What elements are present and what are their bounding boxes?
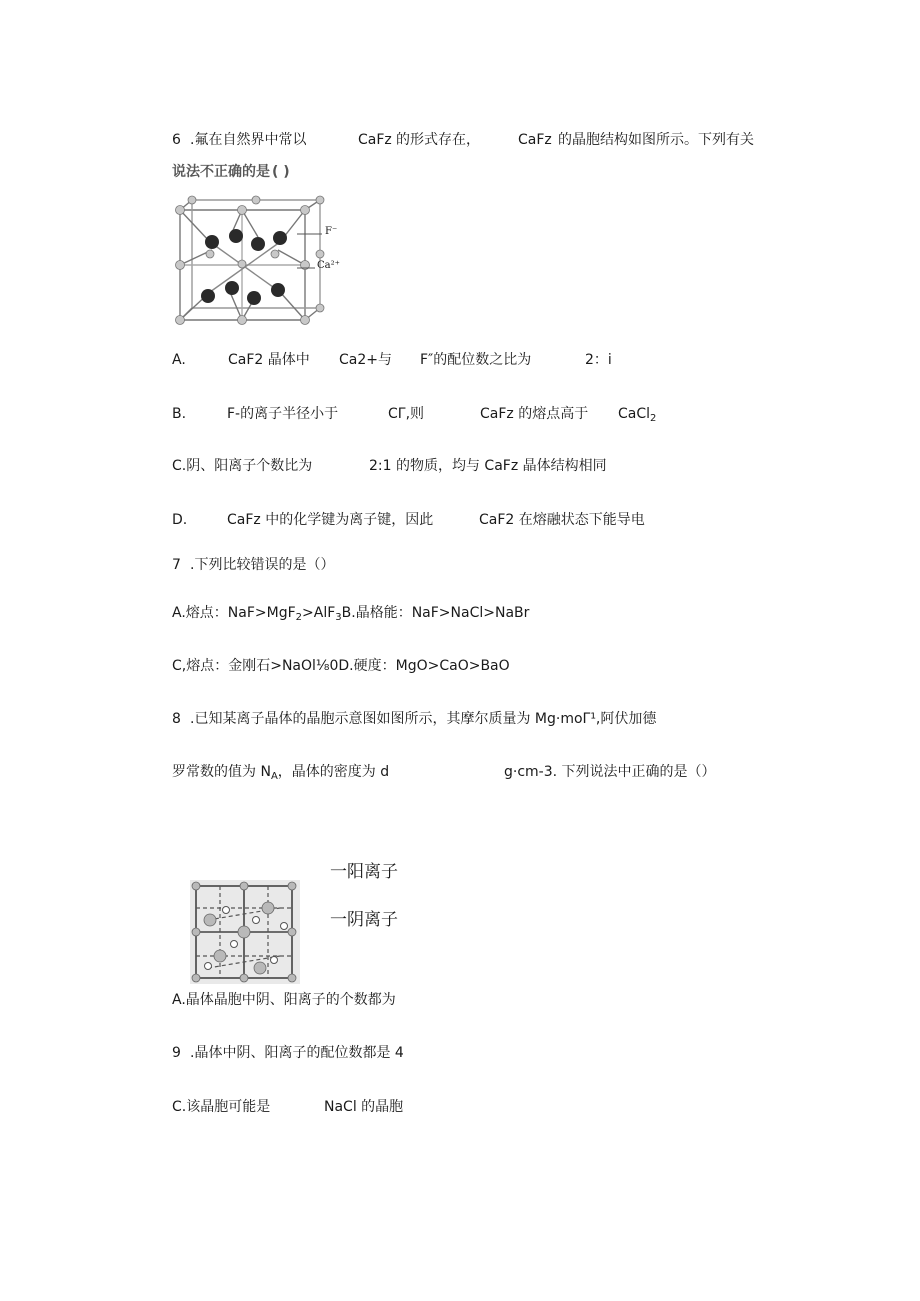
q6-option-a-part-e: 2：i bbox=[585, 352, 612, 368]
q7-stem-text: .下列比较错误的是（） bbox=[190, 557, 335, 573]
q7-option-b: B.晶格能：NaF>NaCl>NaBr bbox=[341, 605, 530, 621]
q7-number: 7 bbox=[172, 557, 181, 573]
q6-option-a-letter: A. bbox=[172, 352, 186, 368]
q8-stem-line2-part-c: g·cm-3. 下列说法中正确的是（） bbox=[504, 764, 716, 780]
q6-option-b-part-b: F-的离子半径小于 bbox=[227, 406, 339, 422]
q6-option-b-letter: B. bbox=[172, 406, 187, 422]
q8-avogadro-sub: A bbox=[270, 771, 278, 782]
q6-stem-part-b: CaFz bbox=[358, 132, 392, 148]
q6-option-d-part-c: CaF2 在熔融状态下能导电 bbox=[479, 512, 645, 528]
q6-option-b-part-c: CΓ,则 bbox=[388, 406, 425, 422]
q8-density-text: ，晶体的密度为 d bbox=[277, 764, 390, 780]
q6-option-a-part-b: CaF2 晶体中 bbox=[228, 352, 310, 368]
q8-option-c-part-b: NaCl 的晶胞 bbox=[324, 1099, 404, 1115]
q6-option-d-letter: D. bbox=[172, 512, 188, 528]
q7-option-c-d-text: C,熔点：金刚石>NaOl⅛0D.硬度：MgO>CaO>BaO bbox=[172, 658, 510, 674]
figure-label-anion: 一阴离子 bbox=[330, 910, 398, 930]
q8-stem-line1-text: .已知某离子晶体的晶胞示意图如图所示，其摩尔质量为 Mg·moΓ¹,阿伏加德 bbox=[190, 711, 657, 727]
q7-option-a-part2: >AlF bbox=[302, 605, 336, 621]
q8-avogadro-text: 罗常数的值为 N bbox=[172, 764, 271, 780]
q7-option-a-part1: A.熔点：NaF>MgF bbox=[172, 605, 296, 621]
q6-stem-part-d: CaFz bbox=[518, 132, 552, 148]
q8-option-b-text: .晶体中阴、阳离子的配位数都是 4 bbox=[190, 1045, 404, 1061]
q6-stem-part-a: .氟在自然界中常以 bbox=[190, 132, 307, 148]
q8-option-b-number: 9 bbox=[172, 1045, 181, 1061]
q6-option-b-part-d: CaFz 的熔点高于 bbox=[480, 406, 589, 422]
q6-stem-line2-text: 说法不正确的是 bbox=[172, 164, 270, 180]
q7-option-a-b-text bbox=[172, 603, 529, 628]
q6-number: 6 bbox=[172, 132, 181, 148]
q6-option-d-part-b: CaFz 中的化学键为离子键，因此 bbox=[227, 512, 434, 528]
q6-stem-part-e: 的晶胞结构如图所示。下列有关 bbox=[558, 132, 754, 148]
q6-option-a-part-d: F″的配位数之比为 bbox=[420, 352, 532, 368]
q6-option-c-part-b: 2:1 的物质，均与 CaFz 晶体结构相同 bbox=[369, 458, 607, 474]
q6-option-b-part-e bbox=[618, 404, 656, 429]
q6-option-b-cacl-sub: 2 bbox=[650, 413, 657, 424]
q6-option-c-part-a: C.阴、阳离子个数比为 bbox=[172, 458, 313, 474]
q6-answer-blank: ( ) bbox=[272, 164, 290, 180]
q6-option-b-cacl: CaCl bbox=[618, 406, 651, 422]
q6-option-a-part-c: Ca2+与 bbox=[339, 352, 392, 368]
q8-number: 8 bbox=[172, 711, 181, 727]
q6-stem-part-c: 的形式存在， bbox=[396, 132, 480, 148]
q7-option-a-sub2: 3 bbox=[335, 612, 342, 623]
figure-label-cation: 一阳离子 bbox=[330, 862, 398, 882]
q8-option-a-text: A.晶体晶胞中阴、阳离子的个数都为 bbox=[172, 992, 396, 1008]
figure-label-ca-ion: Ca²⁺ bbox=[317, 260, 340, 271]
q7-option-a-sub1: 2 bbox=[295, 612, 303, 623]
ionic-crystal-unit-cell-figure bbox=[190, 880, 300, 984]
q8-stem-line2-part-a bbox=[172, 762, 389, 787]
figure-label-f-ion: F⁻ bbox=[325, 226, 338, 237]
q8-option-c-part-a: C.该晶胞可能是 bbox=[172, 1099, 271, 1115]
